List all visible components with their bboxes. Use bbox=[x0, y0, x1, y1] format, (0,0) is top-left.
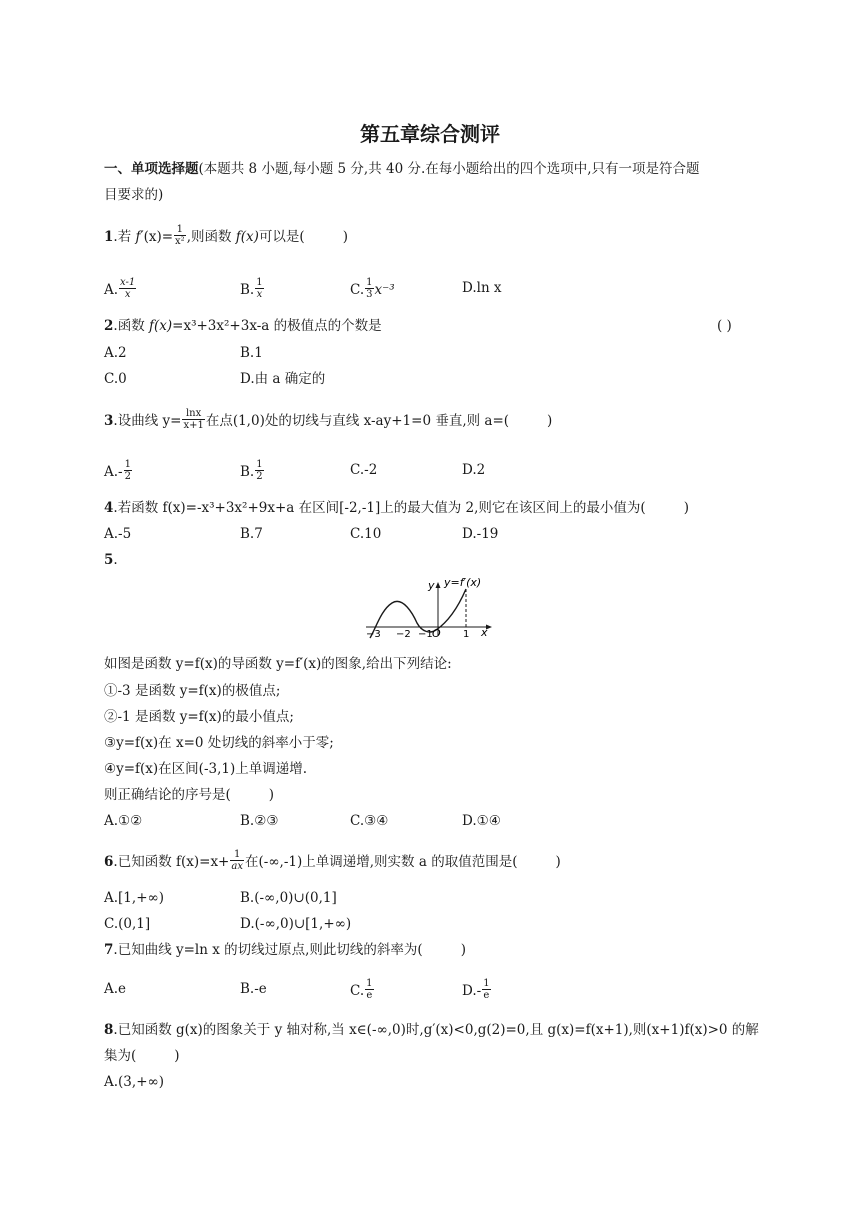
denominator: x bbox=[256, 289, 263, 300]
q5-close: ) bbox=[268, 787, 275, 803]
numerator: 1 bbox=[176, 224, 184, 235]
q8-text: .已知函数 g(x)的图象关于 y 轴对称,当 x∈(-∞,0)时,g′(x)<0,g(2)=0,且 g(x)=f(x+1),则(x+1)f(x)>0 的解 bbox=[113, 1022, 759, 1038]
q2-option-c[interactable]: C.0 bbox=[104, 371, 127, 387]
question-1 bbox=[104, 226, 348, 249]
numerator: 1 bbox=[124, 459, 131, 470]
q1-eq: (x)= bbox=[143, 229, 174, 245]
numerator: 1 bbox=[366, 277, 373, 288]
question-5 bbox=[104, 551, 118, 569]
q5-ask bbox=[104, 786, 274, 804]
q4-text: .若函数 f(x)=-x³+3x²+9x+a 在区间[-2,-1]上的最大值为 2,则它在该区间上的最小值为( bbox=[113, 500, 646, 516]
q7-option-b[interactable]: B.-e bbox=[240, 981, 267, 997]
q5-option-c[interactable]: C.③④ bbox=[350, 813, 389, 829]
q4-option-a[interactable]: A.-5 bbox=[104, 526, 132, 542]
q5-option-a[interactable]: A.①② bbox=[104, 813, 143, 829]
question-6 bbox=[104, 851, 561, 874]
option-fraction bbox=[119, 277, 136, 300]
q8-close: ) bbox=[174, 1048, 180, 1064]
q2-text2: =x³+3x²+3x-a 的极值点的个数是 bbox=[172, 318, 382, 334]
q2-text: .函数 bbox=[113, 318, 149, 334]
denominator: ax bbox=[231, 861, 243, 872]
q5-option-d[interactable]: D.①④ bbox=[462, 813, 501, 829]
denominator: e bbox=[366, 990, 373, 1001]
function-label: y=f′(x) bbox=[444, 576, 482, 589]
option-fraction bbox=[255, 277, 263, 300]
question-8 bbox=[104, 1021, 759, 1039]
origin-label: O bbox=[432, 627, 441, 640]
q1-option-d[interactable]: D.ln x bbox=[462, 280, 502, 296]
x-axis-label: x bbox=[481, 626, 488, 639]
q6-fraction bbox=[230, 849, 244, 872]
q1-option-c[interactable]: C. $\frac{1}{3}$ x⁻³ bbox=[350, 277, 395, 300]
denominator: 2 bbox=[124, 471, 131, 482]
section-heading bbox=[104, 160, 700, 178]
q5-stem: 如图是函数 y=f(x)的导函数 y=f′(x)的图象,给出下列结论: bbox=[104, 656, 452, 672]
q6-option-c[interactable]: C.(0,1] bbox=[104, 916, 151, 932]
page-title: 第五章综合测评 bbox=[360, 122, 500, 146]
question-number: 1 bbox=[104, 229, 114, 245]
denominator: x² bbox=[175, 236, 185, 247]
q3-option-a[interactable]: A.- $\frac{1}{2}$ bbox=[104, 459, 131, 482]
question-7 bbox=[104, 941, 466, 959]
q2-answer-paren: ( ) bbox=[717, 318, 732, 334]
q3-close: ) bbox=[547, 413, 553, 429]
question-number: 4 bbox=[104, 500, 114, 516]
q1-text2: ,则函数 bbox=[186, 229, 236, 245]
denominator: 3 bbox=[366, 289, 373, 300]
q1-option-a[interactable]: A. $\frac{x-1}{x}$ bbox=[104, 277, 136, 300]
denominator: x bbox=[119, 288, 136, 300]
option-fraction bbox=[482, 978, 490, 1001]
numerator: 1 bbox=[256, 277, 263, 288]
option-tail: x⁻³ bbox=[374, 282, 395, 298]
tick-label: −2 bbox=[396, 629, 411, 640]
question-number: 7 bbox=[104, 942, 114, 958]
q8-option-a[interactable]: A.(3,+∞) bbox=[104, 1074, 165, 1090]
derivative-graph bbox=[360, 572, 500, 642]
section-desc: (本题共 8 小题,每小题 5 分,共 40 分.在每小题给出的四个选项中,只有一项是符合题 bbox=[198, 161, 700, 177]
q8-line2 bbox=[104, 1047, 180, 1065]
numerator: 1 bbox=[483, 978, 490, 989]
numerator: 1 bbox=[256, 459, 263, 470]
q7-option-c[interactable]: C. $\frac{1}{e}$ bbox=[350, 978, 373, 1001]
question-number: 8 bbox=[104, 1022, 114, 1038]
q6-close: ) bbox=[555, 854, 561, 870]
option-fraction bbox=[255, 459, 263, 482]
q6-option-a[interactable]: A.[1,+∞) bbox=[104, 890, 165, 906]
section-desc-line2: 目要求的) bbox=[104, 187, 164, 203]
q2-fx: f(x) bbox=[149, 318, 173, 334]
option-fraction bbox=[365, 277, 373, 300]
q8-text2: 集为( bbox=[104, 1048, 137, 1064]
numerator: x-1 bbox=[120, 277, 136, 288]
y-axis-label: y bbox=[428, 579, 435, 592]
option-fraction bbox=[124, 459, 132, 482]
q5-statement-2: ②-1 是函数 y=f(x)的最小值点; bbox=[104, 709, 294, 725]
q4-option-d[interactable]: D.-19 bbox=[462, 526, 499, 542]
q3-fraction bbox=[182, 408, 204, 431]
tick-label: −3 bbox=[366, 629, 381, 640]
q6-option-d[interactable]: D.(-∞,0)∪[1,+∞) bbox=[240, 916, 352, 932]
numerator: lnx bbox=[185, 408, 202, 419]
q5-dot: . bbox=[113, 552, 118, 568]
y-axis-arrow bbox=[436, 582, 441, 588]
tick-label: −1 bbox=[418, 629, 433, 640]
tick-label: 1 bbox=[463, 629, 470, 640]
q1-fx: f(x) bbox=[235, 229, 259, 245]
minus-sign: - bbox=[118, 464, 123, 480]
question-number: 2 bbox=[104, 318, 114, 334]
q5-option-b[interactable]: B.②③ bbox=[240, 813, 279, 829]
q5-statement-4: ④y=f(x)在区间(-3,1)上单调递增. bbox=[104, 761, 308, 777]
denominator: x+1 bbox=[183, 420, 204, 431]
q1-text: .若 bbox=[113, 229, 136, 245]
q7-option-a[interactable]: A.e bbox=[104, 981, 127, 997]
question-2 bbox=[104, 317, 382, 335]
q5-ask-text: 则正确结论的序号是( bbox=[104, 787, 231, 803]
question-number: 3 bbox=[104, 413, 114, 429]
q2-option-a[interactable]: A.2 bbox=[104, 345, 127, 361]
q1-end: 可以是( bbox=[258, 229, 305, 245]
q3-text2: 在点(1,0)处的切线与直线 x-ay+1=0 垂直,则 a=( bbox=[205, 413, 510, 429]
q3-text: .设曲线 y= bbox=[113, 413, 182, 429]
q6-text: .已知函数 f(x)=x+ bbox=[113, 854, 230, 870]
q7-text: .已知曲线 y=ln x 的切线过原点,则此切线的斜率为( bbox=[113, 942, 423, 958]
numerator: 1 bbox=[233, 849, 241, 860]
q6-text2: 在(-∞,-1)上单调递增,则实数 a 的取值范围是( bbox=[244, 854, 518, 870]
q1-fraction bbox=[174, 224, 186, 247]
section-label: 一、单项选择题 bbox=[104, 161, 199, 177]
q5-statement-3: ③y=f(x)在 x=0 处切线的斜率小于零; bbox=[104, 735, 334, 751]
denominator: e bbox=[483, 990, 490, 1001]
numerator: 1 bbox=[366, 978, 373, 989]
question-number: 6 bbox=[104, 854, 114, 870]
q1-option-b[interactable]: B. $\frac{1}{x}$ bbox=[240, 277, 263, 300]
q2-option-b[interactable]: B.1 bbox=[240, 345, 263, 361]
q7-close: ) bbox=[460, 942, 466, 958]
q5-statement-1: ①-3 是函数 y=f(x)的极值点; bbox=[104, 683, 281, 699]
option-fraction bbox=[365, 978, 373, 1001]
q6-option-b[interactable]: B.(-∞,0)∪(0,1] bbox=[240, 890, 337, 906]
q4-option-b[interactable]: B.7 bbox=[240, 526, 263, 542]
q4-option-c[interactable]: C.10 bbox=[350, 526, 382, 542]
q3-option-b[interactable]: B. $\frac{1}{2}$ bbox=[240, 459, 263, 482]
q1-close: ) bbox=[342, 229, 348, 245]
q1-fprime: f′ bbox=[135, 229, 144, 245]
q3-option-c[interactable]: C.-2 bbox=[350, 462, 378, 478]
question-4 bbox=[104, 499, 689, 517]
denominator: 2 bbox=[256, 471, 263, 482]
q2-option-d[interactable]: D.由 a 确定的 bbox=[240, 371, 326, 387]
question-3 bbox=[104, 410, 552, 433]
q7-option-d[interactable]: D.- $\frac{1}{e}$ bbox=[462, 978, 490, 1001]
q4-close: ) bbox=[683, 500, 689, 516]
question-number: 5 bbox=[104, 552, 114, 568]
q3-option-d[interactable]: D.2 bbox=[462, 462, 486, 478]
